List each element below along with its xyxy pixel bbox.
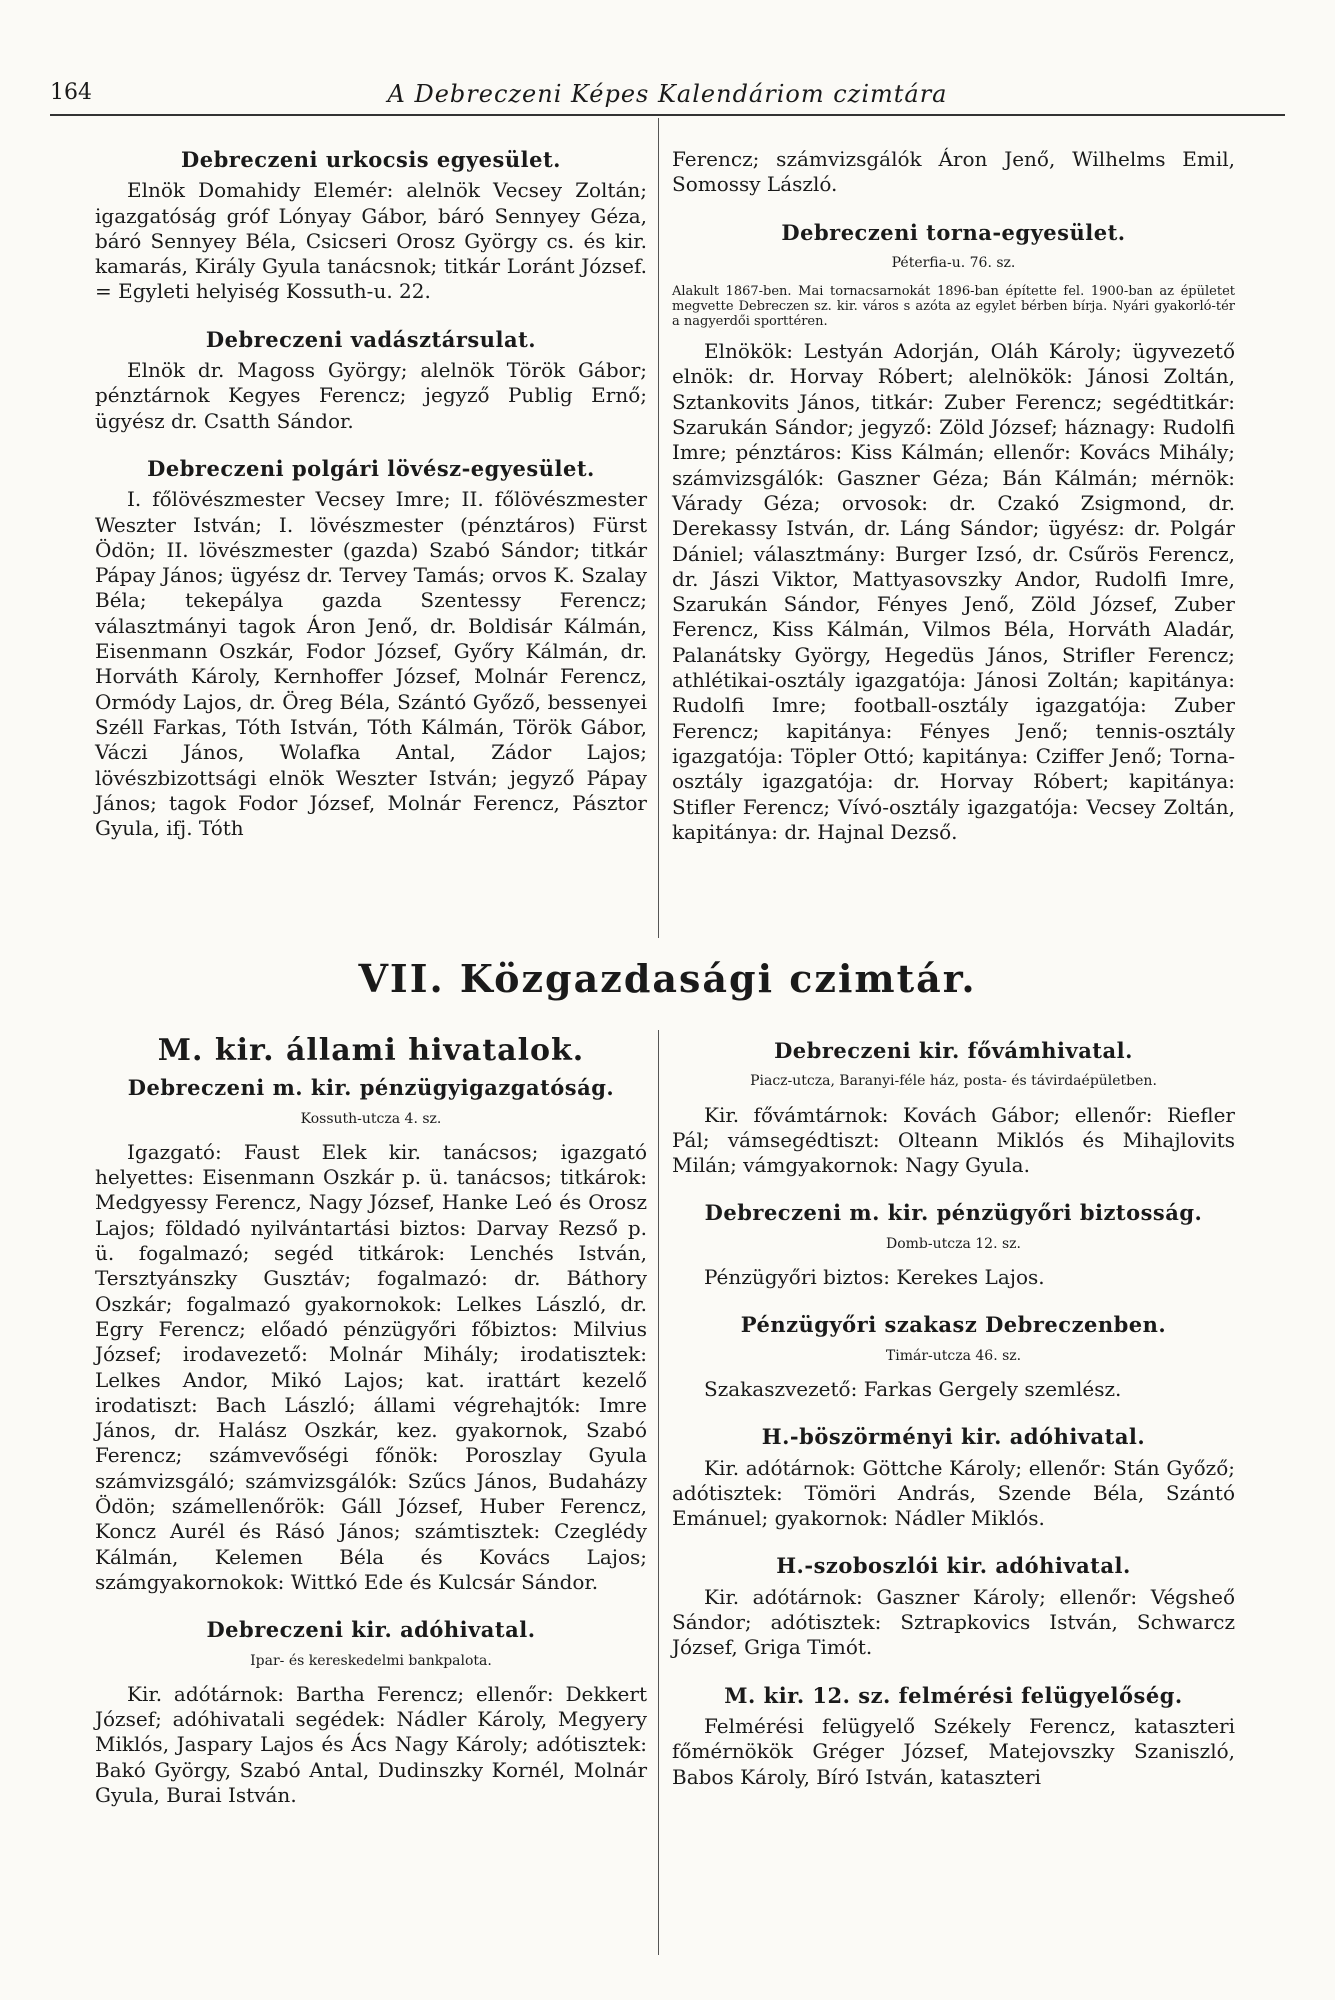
- entry-title: Debreczeni torna-egyesület.: [781, 219, 1126, 245]
- entry-text: Pénzügyőri biztos: Kerekes Lajos.: [704, 1265, 1045, 1290]
- page-header: [50, 78, 1285, 116]
- entry-title: Debreczeni vadásztársulat.: [205, 326, 537, 352]
- entry-title: H.-böszörményi kir. adóhivatal.: [761, 1424, 1146, 1450]
- entry-title: M. kir. 12. sz. felmérési felügyelőség.: [724, 1682, 1183, 1708]
- entry-text: Elnök dr. Magoss György; alelnök Török Gábor; pénztárnok Kegyes Ferencz; jegyző Publig Ernő; ügyész dr. Csatth Sándor.: [95, 358, 647, 433]
- entry-address: Domb-utcza 12. sz.: [885, 1235, 1021, 1252]
- entry-note: Alakult 1867-ben. Mai tornacsarnokát 1896-ban építette fel. 1900-ban az épületet megvette Debreczen sz. kir. város s azóta az egylet bérben bírja. Nyári gyakorló-tér a nagyerdői sporttéren.: [672, 284, 1235, 330]
- entry-szoboszloi-adohivatal: [672, 1553, 1235, 1660]
- left-column-top: [95, 147, 647, 863]
- entry-address: Péterfia-u. 76. sz.: [891, 254, 1016, 271]
- left-column-bottom: [95, 1033, 647, 1830]
- entry-lovesz-egyesulet: [95, 456, 647, 841]
- entry-penzugyori-szakasz: [672, 1312, 1235, 1402]
- entry-text: Igazgató: Faust Elek kir. tanácsos; igazgató helyettes: Eisenmann Oszkár p. ü. tanácsos; titkárok: Medgyessy Ferencz, Nagy József, Hanke Leó és Orosz Lajos; földadó nyilvántartási biztos: Darvay Rezső p. ü. fogalmazó; segéd titkárok: Lenchés István, Tersztyánszky Gusztáv; fogalmazó: dr. Báthory Oszkár; fogalmazó gyakornokok: Lelkes László, dr. Egry Ferencz; előadó pénzügyőri főbiztos: Milvius József; irodavezető: Molnár Mihály; irodatisztek: Lelkes Andor, Mikó Lajos; kat. irattárt kezelő irodatiszt: Bach László; állami végrehajtók: Imre János, dr. Halász Oszkár, kez. gyakornok, Szabó Ferencz; számvevőségi főnök: Poroszlay Gyula számvizsgáló; számvizsgálók: Szűcs János, Budaházy Ödön; számellenőrök: Gáll József, Huber Ferencz, Koncz Aurél és Rásó János; számtisztek: Czeglédy Kálmán, Kelemen Béla és Kovács Lajos; számgyakornokok: Wittkó Ede és Kulcsár Sándor.: [95, 1139, 647, 1594]
- entry-text: Kir. adótárnok: Göttche Károly; ellenőr: Stán Győző; adótisztek: Tömöri András, Szende Béla, Szántó Emánuel; gyakornok: Nádler Miklós.: [672, 1455, 1235, 1531]
- section-title: VII. Közgazdasági czimtár.: [358, 956, 977, 1001]
- entry-fovamhivatal: [672, 1038, 1235, 1178]
- entry-address: Piacz-utcza, Baranyi-féle ház, posta- és távirdaépületben.: [750, 1073, 1157, 1090]
- right-column-top: [672, 147, 1235, 867]
- entry-adohivatal: [95, 1617, 647, 1808]
- continuation-text: Ferencz; számvizsgálók Áron Jenő, Wilhelms Emil, Somossy László.: [672, 147, 1235, 197]
- entry-address: Kossuth-utcza 4. sz.: [300, 1110, 442, 1127]
- entry-urkocsis: [95, 147, 647, 305]
- entry-title: Pénzügyőri szakasz Debreczenben.: [740, 1312, 1167, 1338]
- entry-title: H.-szoboszlói kir. adóhivatal.: [776, 1553, 1131, 1579]
- entry-text: Felmérési felügyelő Székely Ferencz, kataszteri főmérnökök Gréger József, Matejovszky Szaniszló, Babos Károly, Bíró István, kataszteri: [672, 1713, 1235, 1789]
- entry-text: Szakaszvezető: Farkas Gergely szemlész.: [704, 1376, 1122, 1401]
- section-heading: M. kir. állami hivatalok.: [157, 1033, 585, 1068]
- entry-title: Debreczeni polgári lövész-egyesület.: [147, 455, 595, 481]
- entry-title: Debreczeni kir. fővámhivatal.: [774, 1038, 1133, 1063]
- column-divider: [658, 1030, 659, 1955]
- entry-text: I. főlövészmester Vecsey Imre; II. főlövészmester Weszter István; I. lövészmester (pénztáros) Fürst Ödön; II. lövészmester (gazda) Szabó Sándor; titkár Pápay János; ügyész dr. Tervey Tamás; orvos K. Szalay Béla; tekepálya gazda Szentessy Ferencz; választmányi tagok Áron Jenő, dr. Boldisár Kálmán, Eisenmann Oszkár, Fodor József, Győry Kálmán, dr. Horváth Károly, Kernhoffer József, Molnár Ferencz, Ormódy Lajos, dr. Öreg Béla, Szántó Győző, bessenyei Széll Farkas, Tóth István, Tóth Kálmán, Török Gábor, Váczi János, Wolafka Antal, Zádor Lajos; lövészbizottsági elnök Weszter István; jegyző Pápay János; tagok Fodor József, Molnár Ferencz, Pásztor Gyula, ifj. Tóth: [95, 487, 647, 841]
- entry-penzugyigazgatosag: [95, 1075, 647, 1595]
- entry-text: Elnökök: Lestyán Adorján, Oláh Károly; ügyvezető elnök: dr. Horvay Róbert; alelnökök: Jánosi Zoltán, Sztankovits János, titkár: Zuber Ferencz; segédtitkár: Szarukán Sándor; jegyző: Zöld József; háznagy: Rudolfi Imre; pénztáros: Kiss Kálmán; ellenőr: Kovács Mihály; számvizsgálók: Gaszner Géza; Bán Kálmán; mérnök: Várady Géza; orvosok: dr. Czakó Zsigmond, dr. Derekassy István, dr. Láng Sándor; ügyész: dr. Polgár Dániel; választmány: Burger Izsó, dr. Csűrös Ferencz, dr. Jászi Viktor, Mattyasovszky Andor, Rudolfi Imre, Szarukán Sándor, Fényes Jenő, Zöld József, Zuber Ferencz, Kiss Kálmán, Vilmos Béla, Horváth Aladár, Palanátsky György, Hegedüs János, Strifler Ferencz; athlétikai-osztály igazgatója: Jánosi Zoltán; kapitánya: Rudolfi Imre; football-osztály igazgatója: Zuber Ferencz; kapitánya: Fényes Jenő; tennis-osztály igazgatója: Töpler Ottó; kapitánya: Cziffer Jenő; Torna-osztály igazgatója: dr. Horvay Róbert; kapitánya: Stifler Ferencz; Vívó-osztály igazgatója: Vecsey Zoltán, kapitánya: dr. Hajnal Dezső.: [672, 339, 1235, 844]
- entry-title: Debreczeni kir. adóhivatal.: [206, 1617, 536, 1643]
- entry-vadasztarsulat: [95, 327, 647, 434]
- entry-text: Kir. adótárnok: Gaszner Károly; ellenőr: Végsheő Sándor; adótisztek: Sztrapkovics István, Schwarcz József, Griga Timót.: [672, 1584, 1235, 1660]
- entry-address: Ipar- és kereskedelmi bankpalota.: [250, 1652, 492, 1669]
- entry-penzugyori-biztossag: [672, 1200, 1235, 1290]
- entry-text: Elnök Domahidy Elemér: alelnök Vecsey Zoltán; igazgatóság gróf Lónyay Gábor, báró Sennyey Géza, báró Sennyey Béla, Csicseri Orosz György cs. és kir. kamarás, Király Gyula tanácsnok; titkár Loránt József. = Egyleti helyiség Kossuth-u. 22.: [95, 178, 647, 304]
- entry-boszormenyi-adohivatal: [672, 1424, 1235, 1531]
- entry-text: Kir. adótárnok: Bartha Ferencz; ellenőr: Dekkert József; adóhivatali segédek: Nádler Károly, Megyery Miklós, Jaspary Lajos és Ács Nagy Károly; adótisztek: Bakó György, Szabó Antal, Dudinszky Kornél, Molnár Gyula, Burai István.: [95, 1681, 647, 1808]
- entry-title: Debreczeni m. kir. pénzügyigazgatóság.: [127, 1075, 615, 1101]
- entry-felmeresi-felugyeloseg: [672, 1683, 1235, 1790]
- entry-title: Debreczeni urkocsis egyesület.: [181, 147, 561, 172]
- entry-text: Kir. fővámtárnok: Kovách Gábor; ellenőr: Riefler Pál; vámsegédtiszt: Olteann Miklós és Mihajlovits Milán; vámgyakornok: Nagy Gyula.: [672, 1102, 1235, 1178]
- running-title: A Debreczeni Képes Kalendáriom czimtára: [387, 80, 948, 108]
- entry-continuation: [672, 147, 1235, 198]
- right-column-bottom: [672, 1038, 1235, 1812]
- entry-address: Timár-utcza 46. sz.: [885, 1347, 1022, 1364]
- column-divider: [658, 118, 659, 938]
- entry-torna-egyesulet: [672, 220, 1235, 846]
- entry-title: Debreczeni m. kir. pénzügyőri biztosság.: [704, 1200, 1203, 1226]
- page-number: 164: [50, 80, 92, 105]
